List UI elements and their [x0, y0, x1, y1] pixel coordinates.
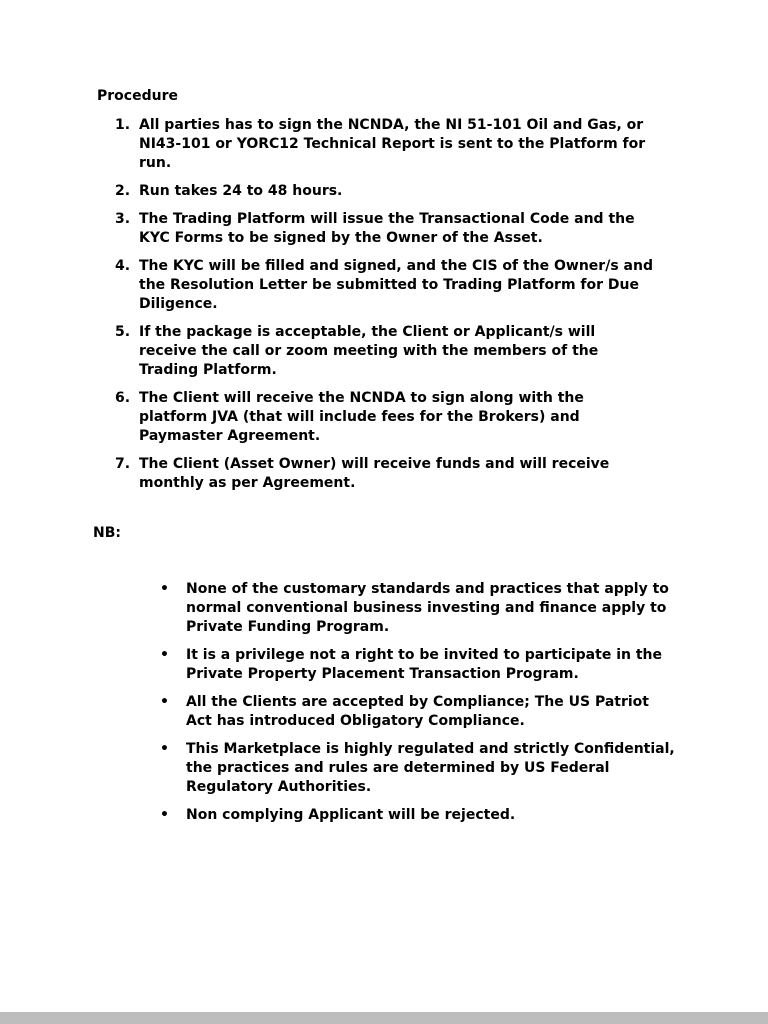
bullet-icon: •	[160, 807, 169, 823]
step-text: Run takes 24 to 48 hours.	[139, 183, 343, 199]
bullet-icon: •	[160, 581, 169, 597]
procedure-step	[0, 182, 768, 201]
step-number: 3.	[115, 211, 131, 227]
step-text: The Client (Asset Owner) will receive funds and will receive monthly as per Agreement.	[139, 456, 610, 491]
bullet-icon: •	[160, 694, 169, 710]
step-text: The Client will receive the NCNDA to sign along with the platform JVA (that will include fees for the Brokers) and Paymaster Agreement.	[139, 390, 584, 444]
bullet-icon: •	[160, 647, 169, 663]
procedure-heading: Procedure	[97, 88, 178, 104]
procedure-steps-list	[0, 116, 768, 502]
nb-bullet-item	[0, 806, 768, 825]
bullet-text: This Marketplace is highly regulated and strictly Confidential, the practices and rules are determined by US Federal Regulatory Authorities.	[186, 741, 675, 795]
nb-bullet-item	[0, 646, 768, 684]
nb-bullet-item	[0, 693, 768, 731]
step-text: All parties has to sign the NCNDA, the NI 51-101 Oil and Gas, or NI43-101 or YORC12 Technical Report is sent to the Platform for run.	[139, 117, 646, 171]
bullet-text: It is a privilege not a right to be invited to participate in the Private Property Placement Transaction Program.	[186, 647, 662, 682]
nb-bullet-list	[0, 580, 768, 834]
bullet-text: None of the customary standards and practices that apply to normal conventional business investing and finance apply to Private Funding Program.	[186, 581, 669, 635]
step-text: If the package is acceptable, the Client or Applicant/s will receive the call or zoom meeting with the members of the Trading Platform.	[139, 324, 599, 378]
nb-heading: NB:	[93, 525, 121, 541]
procedure-step	[0, 323, 768, 380]
step-number: 2.	[115, 183, 131, 199]
step-number: 4.	[115, 258, 131, 274]
step-text: The Trading Platform will issue the Transactional Code and the KYC Forms to be signed by the Owner of the Asset.	[139, 211, 635, 246]
procedure-step	[0, 389, 768, 446]
procedure-step	[0, 210, 768, 248]
bullet-icon: •	[160, 741, 169, 757]
step-text: The KYC will be filled and signed, and the CIS of the Owner/s and the Resolution Letter be submitted to Trading Platform for Due Diligence.	[139, 258, 653, 312]
bullet-text: All the Clients are accepted by Compliance; The US Patriot Act has introduced Obligatory Compliance.	[186, 694, 649, 729]
nb-bullet-item	[0, 740, 768, 797]
bullet-text: Non complying Applicant will be rejected.	[186, 807, 516, 823]
procedure-step	[0, 257, 768, 314]
step-number: 7.	[115, 456, 131, 472]
procedure-step	[0, 116, 768, 173]
procedure-step	[0, 455, 768, 493]
step-number: 1.	[115, 117, 131, 133]
page-bottom-bar	[0, 1012, 768, 1024]
nb-bullet-item	[0, 580, 768, 637]
step-number: 6.	[115, 390, 131, 406]
step-number: 5.	[115, 324, 131, 340]
